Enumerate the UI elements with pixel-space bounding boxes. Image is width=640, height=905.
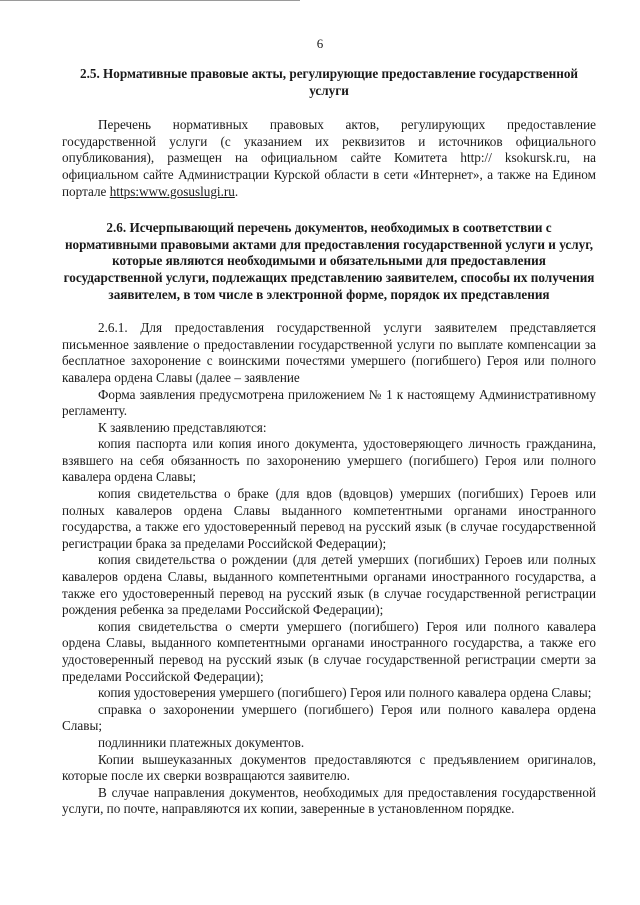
gosuslugi-link[interactable]: https:www.gosuslugi.ru	[109, 183, 235, 199]
section-2-6-title: 2.6. Исчерпывающий перечень документов, необходимых в соответствии с нормативными правовыми актами для предоставления государственной услуги и услуг, которые являются необходимыми и обязательными для предоставления государственной услуги, подлежащих представлению заявителем, способы их получения заявителем, в том числе в электронной форме, порядок их представления	[63, 220, 595, 302]
section-2-5-text-before: Перечень нормативных правовых актов, регулирующих предоставление государственной услуги (с указанием их реквизитов и источников официального опубликования), размещен на официальном сайте Комитета http:// ksokursk.ru, на официальном сайте Администрации Курской области в сети «Интернет», а также на Едином портале	[62, 117, 596, 199]
list-item-hero-certificate: копия удостоверения умершего (погибшего) Героя или полного кавалера ордена Славы;	[98, 685, 592, 701]
list-item-payment-documents: подлинники платежных документов.	[98, 734, 305, 750]
paragraph-copies-originals: Копии вышеуказанных документов предоставляются с предъявлением оригиналов, которые после их сверки возвращаются заявителю.	[62, 751, 596, 784]
list-item-death-certificate: копия свидетельства о смерти умершего (погибшего) Героя или полного кавалера ордена Славы, выданного компетентными органами иностранного государства, а также его удостоверенный перевод на русский язык (в случае государственной регистрации смерти за пределами Российской Федерации);	[62, 618, 596, 684]
paragraph-postal-submission: В случае направления документов, необходимых для предоставления государственной услуги, по почте, направляются их копии, заверенные в установленном порядке.	[62, 784, 596, 817]
section-2-5-text-after: .	[234, 183, 239, 199]
top-rule	[0, 0, 300, 1]
section-2-5-text	[62, 117, 596, 200]
list-item-marriage-certificate: копия свидетельства о браке (для вдов (вдовцов) умерших (погибших) Героев или полных кавалеров ордена Славы выданного компетентными органами иностранного государства, а также его удостоверенный перевод на русский язык (в случае государственной регистрации брака за пределами Российской Федерации);	[62, 486, 596, 551]
paragraph-2-6-1: 2.6.1. Для предоставления государственной услуги заявителем представляется письменное заявление о предоставлении государственной услуги по выплате компенсации за бесплатное захоронение с воинскими почестями умершего (погибшего) Героя или полного кавалера ордена Славы (далее – заявление	[62, 320, 596, 385]
paragraph-attachments-intro: К заявлению представляются:	[98, 419, 267, 435]
list-item-birth-certificate: копия свидетельства о рождении (для детей умерших (погибших) Героев или полных кавалеров ордена Славы, выданного компетентными органами иностранного государства, а также его удостоверенный перевод на русский язык (в случае государственной регистрации рождения ребенка за пределами Российской Федерации);	[62, 552, 596, 618]
section-2-5-title: 2.5. Нормативные правовые акты, регулирующие предоставление государственной услуги	[79, 66, 579, 98]
page-number: 6	[316, 36, 324, 51]
list-item-passport-copy: копия паспорта или копия иного документа, удостоверяющего личность гражданина, взявшего на себя обязанность по захоронению умершего (погибшего) Героя или полного кавалера ордена Славы;	[62, 436, 596, 485]
document-body	[62, 66, 596, 818]
paragraph-form: Форма заявления предусмотрена приложением № 1 к настоящему Административному регламенту.	[62, 386, 596, 419]
list-item-burial-certificate: справка о захоронении умершего (погибшего) Героя или полного кавалера ордена Славы;	[62, 701, 596, 734]
